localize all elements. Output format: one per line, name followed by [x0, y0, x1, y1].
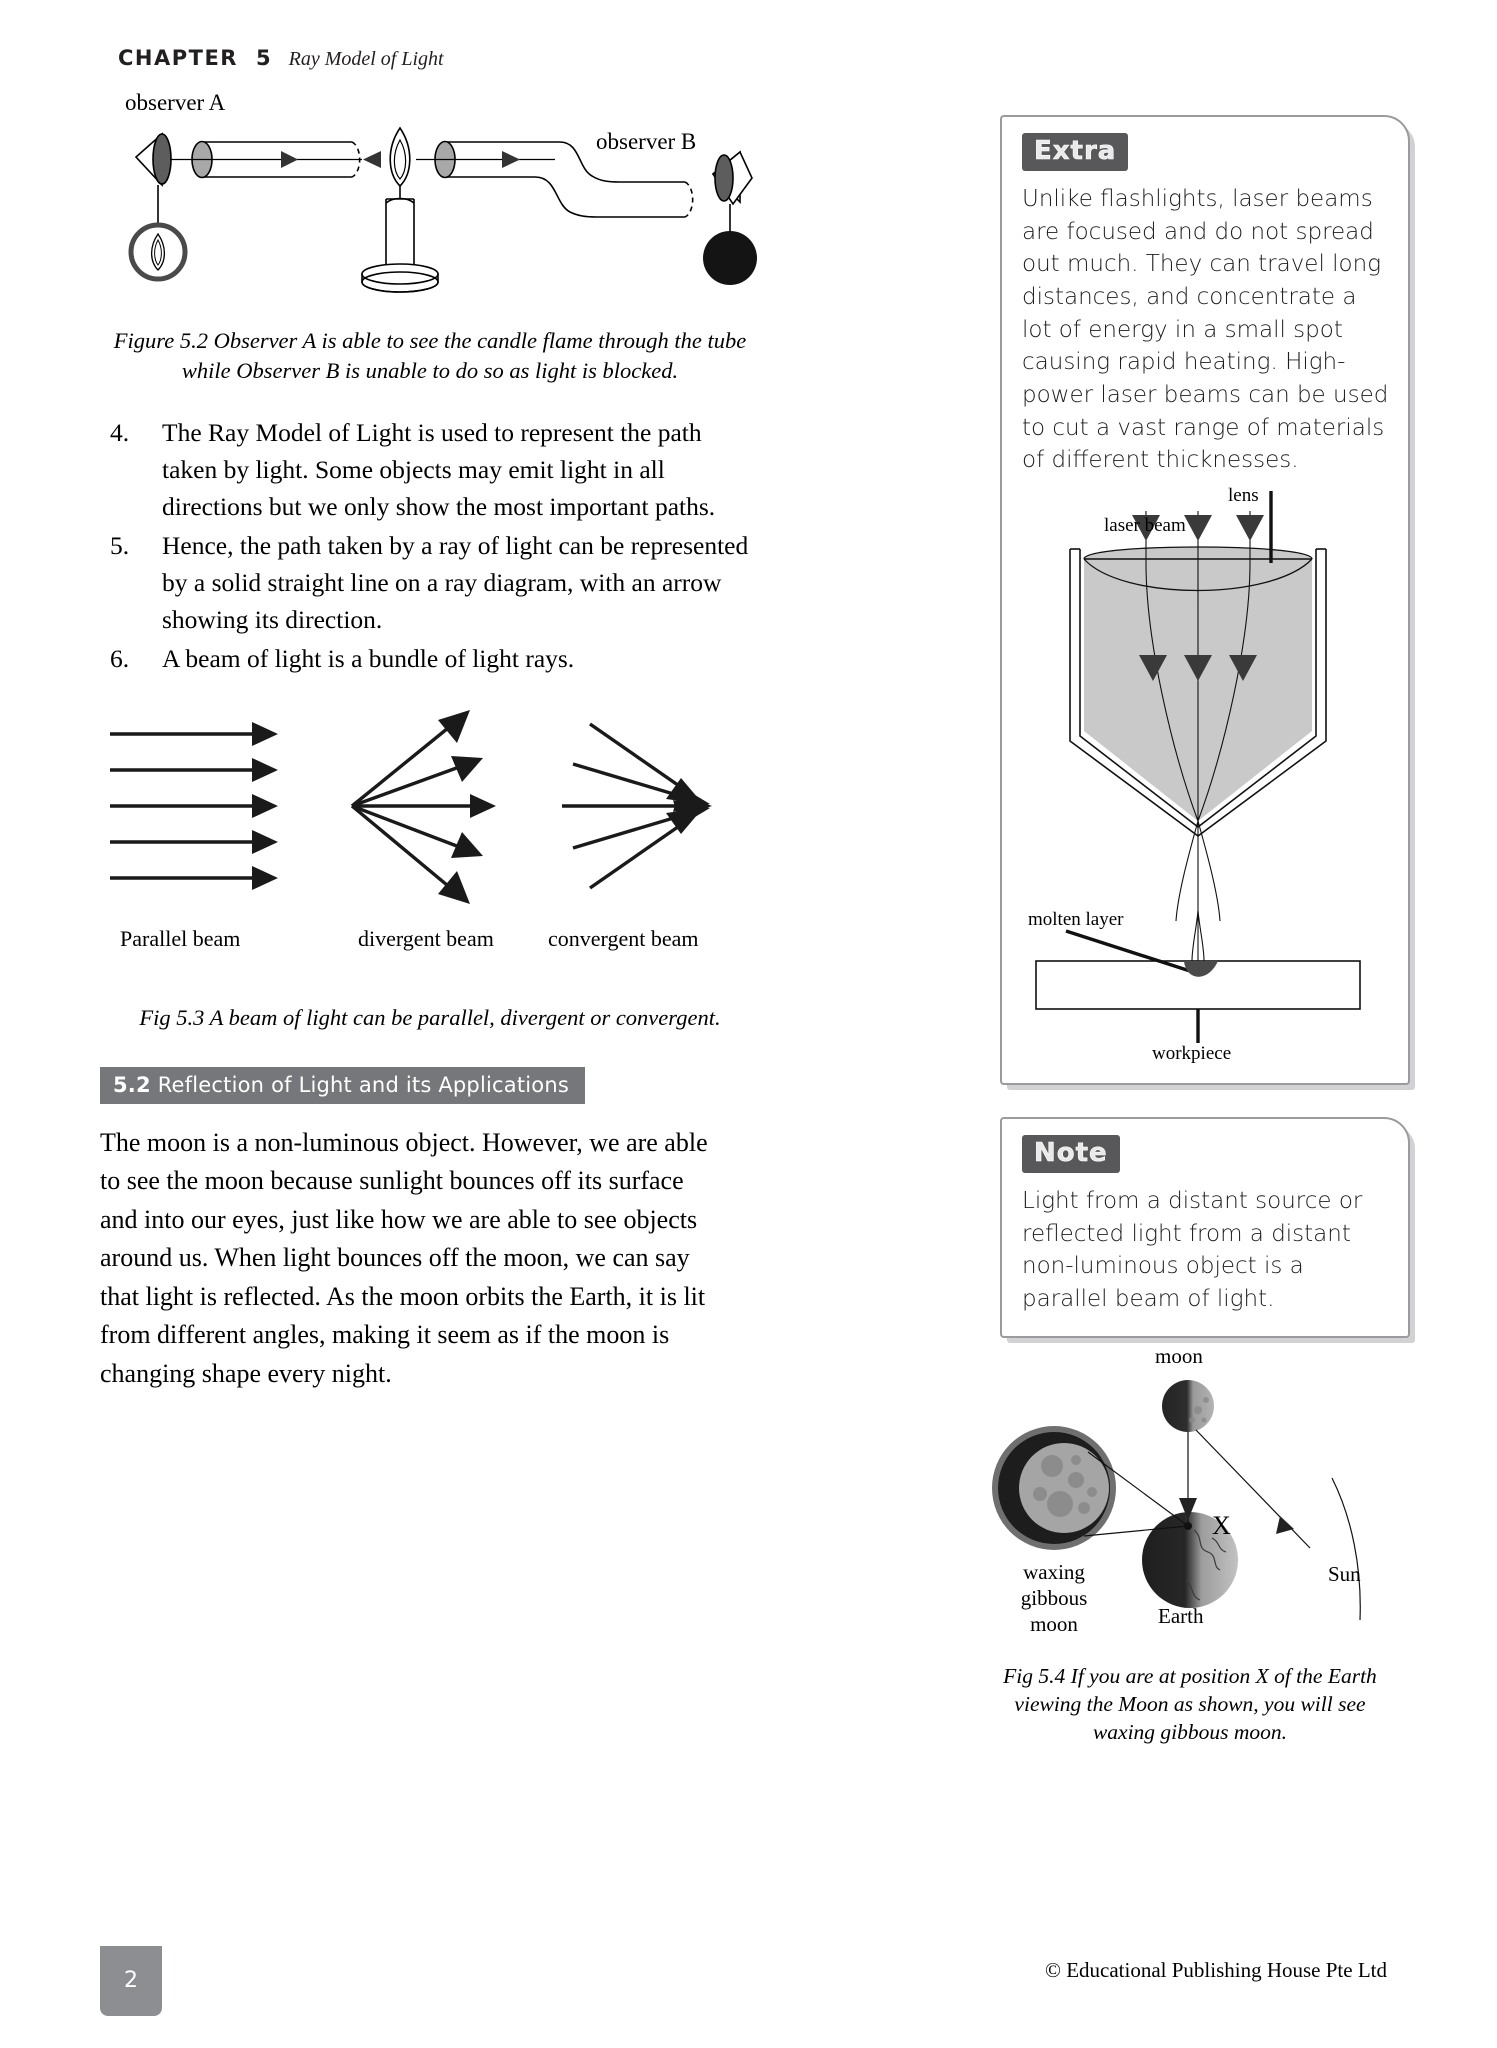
list-item-number: 5. — [110, 530, 130, 560]
label-sun: Sun — [1328, 1561, 1361, 1586]
figure-5-4-caption-line-2: viewing the Moon as shown, you will see — [1014, 1691, 1366, 1716]
candle-tube-svg — [100, 92, 760, 312]
section-5-2-paragraph: The moon is a non-luminous object. However, we are able to see the moon because sunlight bounces off its surface and into our eyes, just like how we are able to see objects around us. When light bounces off the moon, we can say that light is reflected. As the moon orbits the Earth, it is lit from different angles, making it seem as if the moon is changing shape every night. — [100, 1127, 708, 1388]
caption-line-2: while Observer B is unable to do so as light is blocked. — [181, 358, 679, 384]
page-number: 2 — [124, 1968, 138, 1993]
chapter-number: 5 — [255, 46, 271, 70]
note-badge: Note — [1022, 1135, 1120, 1173]
label-earth: Earth — [1158, 1603, 1204, 1628]
label-convergent-beam: convergent beam — [548, 925, 699, 951]
label-molten-layer: molten layer — [1028, 908, 1124, 930]
label-waxing-line-3: moon — [1030, 1611, 1078, 1636]
chapter-word: CHAPTER — [118, 46, 238, 70]
label-workpiece: workpiece — [1152, 1042, 1232, 1064]
list-item-text: A beam of light is a bundle of light rays. — [162, 643, 575, 673]
list-item — [100, 415, 760, 526]
list-item — [100, 641, 760, 678]
note-box — [1000, 1117, 1410, 1338]
copyright-notice: © Educational Publishing House Pte Ltd — [1044, 1958, 1387, 1982]
figure-5-3-diagram — [100, 708, 760, 963]
beam-types-svg — [100, 708, 760, 918]
note-box-text: Light from a distant source or reflected light from a distant non-luminous object is a parallel beam of light. — [1022, 1187, 1363, 1312]
section-title: Reflection of Light and its Applications — [157, 1072, 570, 1097]
laser-cutting-svg — [1022, 491, 1392, 921]
label-waxing-line-2: gibbous — [1020, 1585, 1088, 1610]
label-observer-b: observer B — [596, 129, 697, 154]
page-number-tab — [100, 1946, 162, 2016]
figure-5-4-diagram — [980, 1343, 1380, 1636]
extra-badge: Extra — [1022, 133, 1128, 171]
label-laser-beam: laser beam — [1104, 514, 1186, 536]
figure-5-3-caption: Fig 5.3 A beam of light can be parallel, divergent or convergent. — [139, 1004, 721, 1030]
extra-box — [1000, 115, 1410, 1085]
workpiece-svg — [1022, 908, 1392, 1061]
label-divergent-beam: divergent beam — [358, 925, 494, 951]
caption-line-1: Figure 5.2 Observer A is able to see the candle flame through the tube — [113, 328, 747, 353]
list-item-number: 4. — [110, 417, 130, 447]
section-header-5-2 — [100, 1067, 585, 1104]
section-number: 5.2 — [113, 1072, 151, 1097]
figure-5-4-caption-line-3: waxing gibbous moon. — [1092, 1720, 1288, 1745]
laser-cutting-diagram — [1022, 484, 1392, 921]
workpiece-diagram — [1022, 908, 1392, 1064]
figure-5-4-caption-line-1: Fig 5.4 If you are at position X of the Earth — [1003, 1663, 1377, 1688]
sidebar-column — [1000, 115, 1410, 1747]
list-item — [100, 528, 760, 639]
figure-5-2-diagram — [100, 92, 760, 312]
numbered-list — [100, 415, 760, 678]
list-item-text: Hence, the path taken by a ray of light can be represented by a solid straight line on a ray diagram, with an arrow showing its direction. — [162, 530, 749, 634]
label-waxing-line-1: waxing — [1023, 1559, 1085, 1584]
main-column — [100, 92, 760, 1393]
label-lens: lens — [1228, 484, 1259, 506]
label-parallel-beam: Parallel beam — [120, 925, 241, 951]
page-header — [118, 46, 444, 71]
list-item-number: 6. — [110, 643, 130, 673]
label-moon: moon — [1155, 1343, 1203, 1368]
figure-5-4-caption — [980, 1662, 1400, 1747]
extra-box-text: Unlike flashlights, laser beams are focused and do not spread out much. They can travel long distances, and concentrate a lot of energy in a small spot causing rapid heating. High-power laser beams can be used to cut a vast range of materials of different thicknesses. — [1022, 186, 1389, 474]
label-observer-a: observer A — [125, 90, 226, 115]
list-item-text: The Ray Model of Light is used to represent the path taken by light. Some objects may emit light in all directions but we only show the most important paths. — [162, 417, 716, 521]
chapter-title: Ray Model of Light — [288, 48, 444, 70]
label-position-x: X — [1212, 1510, 1231, 1540]
figure-5-2-caption — [100, 326, 760, 387]
